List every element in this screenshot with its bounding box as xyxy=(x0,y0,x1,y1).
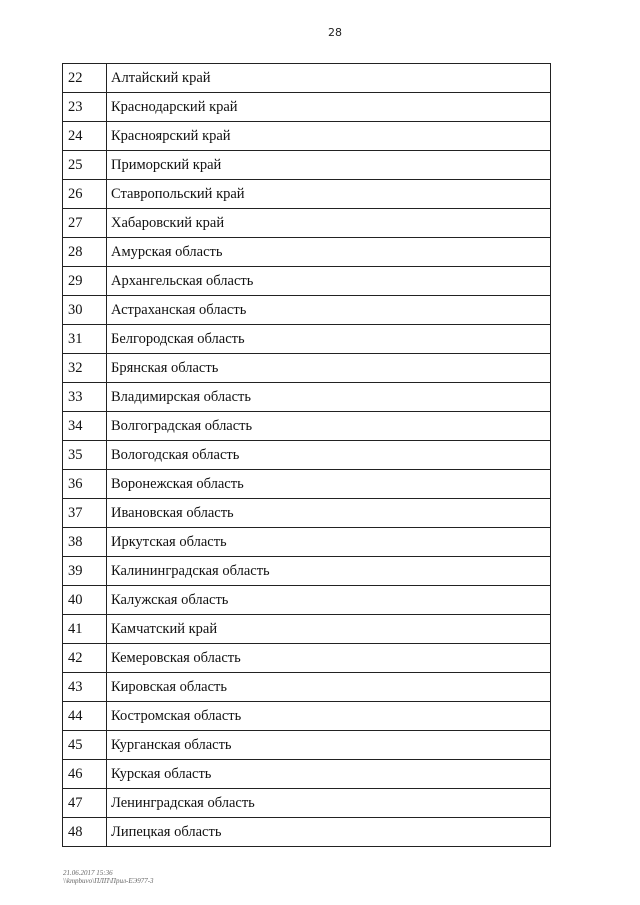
region-name: Костромская область xyxy=(107,702,551,731)
table-row xyxy=(63,180,551,209)
region-name: Ивановская область xyxy=(107,499,551,528)
table-row xyxy=(63,238,551,267)
row-number: 38 xyxy=(63,528,107,557)
region-name: Вологодская область xyxy=(107,441,551,470)
region-name: Брянская область xyxy=(107,354,551,383)
row-number: 35 xyxy=(63,441,107,470)
row-number: 40 xyxy=(63,586,107,615)
row-number: 43 xyxy=(63,673,107,702)
row-number: 45 xyxy=(63,731,107,760)
region-name: Краснодарский край xyxy=(107,93,551,122)
region-name: Архангельская область xyxy=(107,267,551,296)
row-number: 48 xyxy=(63,818,107,847)
footer-timestamp: 21.06.2017 15:36 xyxy=(63,869,113,877)
table-row xyxy=(63,296,551,325)
region-name: Владимирская область xyxy=(107,383,551,412)
region-name: Волгоградская область xyxy=(107,412,551,441)
document-footer xyxy=(63,869,154,885)
table-row xyxy=(63,93,551,122)
table-row xyxy=(63,615,551,644)
region-name: Ставропольский край xyxy=(107,180,551,209)
row-number: 24 xyxy=(63,122,107,151)
row-number: 36 xyxy=(63,470,107,499)
table-row xyxy=(63,760,551,789)
region-name: Калининградская область xyxy=(107,557,551,586)
table-row xyxy=(63,644,551,673)
row-number: 28 xyxy=(63,238,107,267)
regions-table xyxy=(62,63,551,847)
region-name: Калужская область xyxy=(107,586,551,615)
region-name: Камчатский край xyxy=(107,615,551,644)
table-row xyxy=(63,122,551,151)
region-name: Липецкая область xyxy=(107,818,551,847)
table-row xyxy=(63,325,551,354)
region-name: Воронежская область xyxy=(107,470,551,499)
region-name: Кировская область xyxy=(107,673,551,702)
row-number: 37 xyxy=(63,499,107,528)
row-number: 34 xyxy=(63,412,107,441)
region-name: Белгородская область xyxy=(107,325,551,354)
region-name: Иркутская область xyxy=(107,528,551,557)
row-number: 30 xyxy=(63,296,107,325)
table-row xyxy=(63,151,551,180)
row-number: 39 xyxy=(63,557,107,586)
table-row xyxy=(63,64,551,93)
row-number: 42 xyxy=(63,644,107,673)
region-name: Алтайский край xyxy=(107,64,551,93)
row-number: 44 xyxy=(63,702,107,731)
region-name: Кемеровская область xyxy=(107,644,551,673)
row-number: 23 xyxy=(63,93,107,122)
regions-table-body xyxy=(63,64,551,847)
row-number: 33 xyxy=(63,383,107,412)
table-row xyxy=(63,470,551,499)
table-row xyxy=(63,354,551,383)
table-row xyxy=(63,412,551,441)
row-number: 25 xyxy=(63,151,107,180)
table-row xyxy=(63,557,551,586)
region-name: Хабаровский край xyxy=(107,209,551,238)
table-row xyxy=(63,731,551,760)
row-number: 29 xyxy=(63,267,107,296)
table-row xyxy=(63,789,551,818)
row-number: 27 xyxy=(63,209,107,238)
row-number: 47 xyxy=(63,789,107,818)
table-row xyxy=(63,267,551,296)
table-row xyxy=(63,673,551,702)
region-name: Амурская область xyxy=(107,238,551,267)
table-row xyxy=(63,499,551,528)
region-name: Красноярский край xyxy=(107,122,551,151)
table-row xyxy=(63,528,551,557)
page-number: 28 xyxy=(328,26,342,39)
region-name: Ленинградская область xyxy=(107,789,551,818)
region-name: Курская область xyxy=(107,760,551,789)
row-number: 46 xyxy=(63,760,107,789)
table-row xyxy=(63,441,551,470)
table-row xyxy=(63,383,551,412)
region-name: Астраханская область xyxy=(107,296,551,325)
row-number: 26 xyxy=(63,180,107,209)
table-row xyxy=(63,818,551,847)
table-row xyxy=(63,586,551,615)
region-name: Приморский край xyxy=(107,151,551,180)
row-number: 32 xyxy=(63,354,107,383)
row-number: 22 xyxy=(63,64,107,93)
row-number: 41 xyxy=(63,615,107,644)
row-number: 31 xyxy=(63,325,107,354)
table-row xyxy=(63,702,551,731)
table-row xyxy=(63,209,551,238)
region-name: Курганская область xyxy=(107,731,551,760)
footer-file-path: \\kmpbuvo\ПЛП\Прил-ЕЭ977-3 xyxy=(63,877,154,885)
